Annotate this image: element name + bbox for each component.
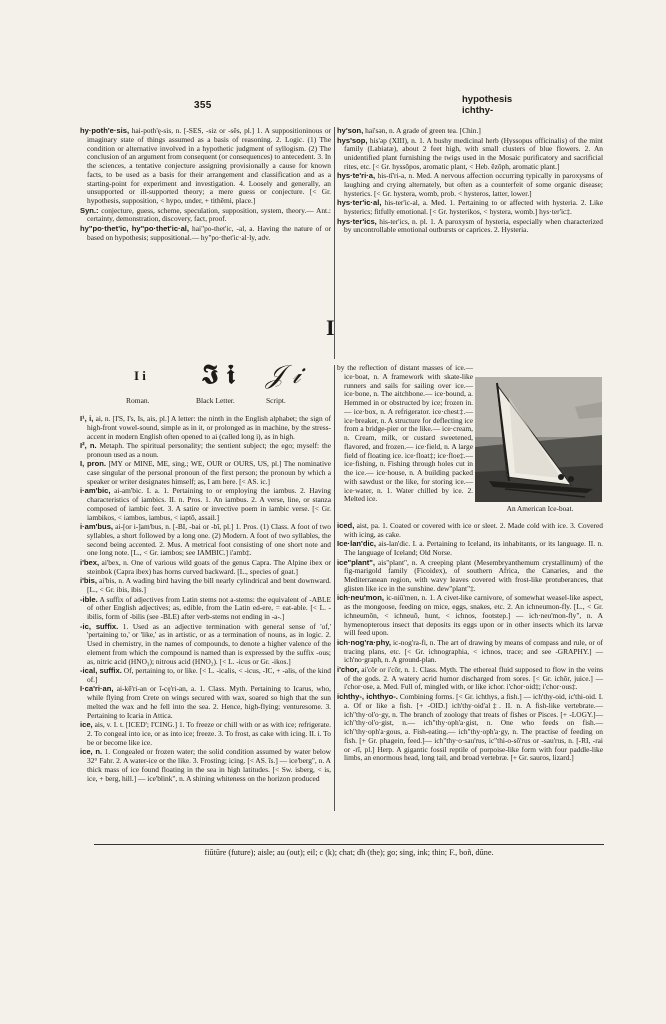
- pronunciation-key-footer: [94, 844, 604, 857]
- dictionary-entry: [337, 639, 603, 665]
- entry-definition: ai-[or i-]am'bus, n. [-BI, -bai or -bī, pl.] 1. Pros. (1) Class. A foot of two syllables, a short followed by a long one. (2) Modern. A foot of two syllables, the second being accented. 2. Mus. A metrical foot consisting of one short note and one long note. [L., < Gr. iambos; see IAMBIC.] i'amb‡.: [87, 522, 331, 558]
- entry-definition: hai"po-thet'ic, -al, a. Having the nature of or based on hypothesis; suppositional.— hy"po·thet'ic·al·ly, adv.: [87, 223, 331, 242]
- dictionary-entry: [337, 218, 603, 236]
- entry-definition: 1. Congealed or frozen water; the solid condition assumed by water below 32° Fahr. 2. A water-ice or the like. 3. Frosting; icing. [< AS. īs.] — ice'berg", n. A thick mass of ice found floating in the sea in high latitudes. [< Sw. isberg, < is, ice, + berg, hill.] — ice'blink", n. A shining whiteness on the horizon produced: [87, 747, 331, 783]
- entry-definition: ais-lan'dic. I. a. Pertaining to Iceland, its inhabitants, or its language. II. n. The language of Iceland; Old Norse.: [344, 539, 603, 558]
- entry-headword: hys·ter'ic·al,: [337, 198, 382, 208]
- entry-definition: [MY or MINE, ME, sing.; WE, OUR or OURS, US, pl.] The nominative case singular of the personal pronoun of the first person; the pronoun by which a speaker or writer designates himself; as, I am here. [< AS. ic.]: [87, 459, 332, 486]
- entry-headword: ice"plant",: [337, 557, 376, 567]
- entry-definition: his-tī'ri-a, n. Med. A nervous affection occurring typically in paroxysms of laughing and crying alternately, but often as a counterfeit of some organic disease; hysterics. [< Gr. hystera, womb, prob. < hysteros, latter, lower.]: [344, 171, 603, 198]
- guide-word-last: ichthy-: [462, 105, 494, 116]
- entry-headword: -ical, suffix.: [80, 666, 122, 676]
- entry-definition: ai'bis, n. A wading bird having the bill nearly cylindrical and bent downward. [L., < Gr. ibis, ibis.]: [87, 576, 331, 595]
- entry-definition: 1. Used as an adjective termination with general sense of 'of,' 'pertaining to,' or 'like,' as in artistic, or as a termination of nouns, as in logic. 2. Used in chemistry, in the names of compounds, to denote a higher valence of the element from which the compound is named than is expressed by the suffix -ous; as, nitric acid (HNO₃); nitrous acid (HNO₂). [< L. -icus or Gr. -ikos.]: [87, 621, 331, 666]
- dictionary-entry: [80, 721, 331, 747]
- roman-letter-form: I i: [134, 368, 146, 383]
- dictionary-entry: [337, 666, 603, 692]
- blackletter-form: 𝕴 𝖎: [202, 360, 235, 390]
- dictionary-entry: [337, 540, 603, 558]
- entry-headword: I¹, i,: [80, 414, 94, 423]
- entry-definition: his-ter'ic-al, a. Med. 1. Pertaining to or affected with hysteria. 2. Like hysterics; fitfully emotional. [< Gr. hysterikos, < hystera, womb.] hys·ter'ic‡.: [344, 198, 603, 217]
- entry-headword: hys'sop,: [337, 135, 368, 145]
- entry-definition: Of, pertaining to, or like. [< L. -icalis, < -icus, -IC, + -alis, of the kind of.]: [87, 666, 331, 684]
- entry-headword: I·ca'ri·an,: [80, 684, 114, 694]
- entry-headword: I², n.: [80, 441, 97, 451]
- section-letter: I: [326, 315, 335, 340]
- entry-headword: -ic, suffix.: [80, 621, 119, 631]
- dictionary-entry: [337, 364, 473, 504]
- dictionary-entry: [337, 137, 603, 172]
- guide-word-first: hypothesis: [462, 94, 513, 105]
- entry-headword: hys·te'ri·a,: [337, 171, 376, 181]
- entry-headword: ich·nog'ra·phy,: [337, 637, 391, 647]
- entry-definition: ic-niū'men, n. 1. A civet-like carnivore, of somewhat weasel-like aspect, as the mongoose, feeding on mice, eggs, snakes, etc. 2. An ichneumon-fly. [L., < Gr. ichneumōn, < ichneuō, hunt, < ichnos, footstep.] — ich·neu'mon-fly", n. A hymenopterous insect that deposits its eggs upon or in other insects which its larvæ will feed upon.: [344, 593, 603, 638]
- entry-definition: his'ǝp (XIII), n. 1. A bushy medicinal herb (Hyssopus officinalis) of the mint family (Labiatæ), about 2 feet high, with small clusters of blue flowers. 2. An unidentified plant furnishing the twigs used in the Mosaic purificatory and sacrificial rites, etc. [< Gr. hyssōpos, aromatic plant, < Heb. ēzōph, aromatic plant.]: [344, 135, 603, 171]
- entry-definition: by the reflection of distant masses of ice.— ice·boat, n. A framework with skate-like runners and sails for sailing over ice.— ice·bone, n. The aitchbone.— ice·bound, a. Hemmed in or obstructed by ice; frozen in.— ice·box, n. A refrigerator. ice·chest‡.— ice·breaker, n. A structure for deflecting ice from a bridge-pier or the like.— ice·cream, n. Cream, milk, or custard sweetened, flavored, and frozen.— ice·field, n. A large field of floating ice. ice·float‡; ice·floe‡.— ice·fishing, n. Fishing through holes cut in the ice.— ice·house, n. A building packed with sawdust or the like, for storing ice.— ice·water, n. 1. Water chilled by ice. 2. Melted ice.: [337, 363, 473, 504]
- dictionary-entry: [80, 667, 331, 685]
- bottom-right-column: [337, 522, 603, 822]
- entry-definition: A suffix of adjectives from Latin stems not a-stems: the equivalent of -ABLE of other English adjectives; as, edible, from the Latin ed-ere, = eat-able. [< L. -ibilis, form of -bilis (see -BLE) after verb-stems not ending in -a-.]: [87, 594, 331, 622]
- entry-headword: hy"po·thet'ic, hy"po·thet'ic·al,: [80, 223, 190, 233]
- entry-headword: i'chor,: [337, 664, 360, 674]
- bottom-left-column: [80, 415, 331, 815]
- iceboat-illustration-icon: [475, 377, 602, 502]
- entry-definition: Metaph. The spiritual personality; the sentient subject; the ego; myself: the pronoun used as a noun.: [87, 441, 331, 459]
- dictionary-entry: [337, 199, 603, 217]
- dictionary-entry: [80, 748, 331, 783]
- entry-definition: ai-am'bic. I. a. 1. Pertaining to or employing the iambus. 2. Having characteristics of iambics. II. n. Pros. 1. An iambus. 2. A verse, line, or stanza composed of iambic feet. 3. A satire or invective poem in iambic verse. [< Gr. iambikos, < iambos, iambus, < iaptō, assail.]: [87, 486, 331, 522]
- top-left-column: [80, 127, 331, 367]
- dictionary-entry: [80, 623, 331, 667]
- dictionary-entry: [80, 225, 331, 243]
- dictionary-entry: [80, 207, 331, 225]
- entry-headword: Syn.:: [80, 205, 99, 215]
- entry-definition: conjecture, guess, scheme, speculation, supposition, system, theory.— Ant.: certainty, demonstration, discovery, fact, proof.: [87, 205, 331, 224]
- entry-headword: iced,: [337, 521, 355, 530]
- entry-definition: his-ter'ics, n. pl. 1. A paroxysm of hysteria, especially when characterized by uncontrollable emotional outbursts or caprices. 2. Hysteria.: [344, 216, 603, 235]
- pronunciation-key: fiūtūre (future); aisle; au (out); eil; c (k); chat; dh (the); go; sing, ink; thin; F., boñ, dūne.: [204, 848, 494, 857]
- entry-definition: hai'sǝn, n. A grade of green tea. [Chin.]: [365, 126, 481, 135]
- entry-definition: ai-kē'ri-an or ī-cę'ri-an, a. 1. Class. Myth. Pertaining to Icarus, who, while flying from Crete on wings secured with wax, soared so high that the sun melted the wax and he fell into the sea. 2. Hence, high-flying; venturesome. 3. Pertaining to Icaria in Attica.: [87, 684, 331, 720]
- entry-headword: i·am'bus,: [80, 522, 114, 532]
- entry-definition: ai'bex, n. One of various wild goats of the genus Capra. The Alpine ibex or steinbok (Capra ibex) has horns curved backward. [L., species of goat.]: [87, 557, 331, 576]
- entry-definition: ais"plant", n. A creeping plant (Mesembryanthemum crystallinum) of the fig-marigold family (Ficoidex), of southern Africa, the Canaries, and the Mediterranean region, with wavy leaves covered with frost-like protuberances, that glisten like ice in the sunshine. dew"plant"‡.: [344, 557, 603, 593]
- entry-definition: ais, v. I. t. [ICED'; I'CING.] 1. To freeze or chill with or as with ice; refrigerate. 2. To congeal into ice, or as into ice; freeze. 3. To frost, as cake with icing. II. i. To be or become like ice.: [87, 720, 331, 747]
- entry-headword: hy'son,: [337, 126, 364, 135]
- dictionary-entry: [80, 577, 331, 595]
- entry-headword: hy·poth'e·sis,: [80, 126, 130, 135]
- bottom-right-column-top: [337, 364, 473, 514]
- dictionary-entry: [337, 693, 603, 763]
- figure-caption: An American Ice-boat.: [506, 504, 574, 513]
- entry-headword: ice,: [80, 720, 93, 730]
- dictionary-entry: [80, 415, 331, 441]
- dictionary-entry: [337, 559, 603, 594]
- dictionary-entry: [337, 522, 603, 540]
- entry-headword: ice, n.: [80, 747, 103, 757]
- dictionary-entry: [80, 127, 331, 206]
- entry-headword: hys·ter'ics,: [337, 216, 377, 226]
- entry-definition: ic-nog'ra-fi, n. The art of drawing by means of compass and rule, or of tracing plans, etc. [< Gr. ichnographia, < ichnos, trace; and see -GRAPHY.] — ich'no·graph, n. A ground-plan.: [344, 637, 603, 665]
- entry-definition: ai, n. [I'S, I's, Is, ais, pl.] A letter: the ninth in the English alphabet; the sign of high-front vowel-sound, simple as in it, or prolonged as in machine, by the stress-accent in modern English often opened to ai (called long i), as in high.: [87, 414, 331, 441]
- entry-definition: ai'cōr or i'cōr, n. 1. Class. Myth. The ethereal fluid supposed to flow in the veins of the gods. 2. A watery acrid humor discharged from sores. [< Gr. ichōr, juice.] — i'chor·ose, a. Med. Full of, mingled with, or like ichor. i'chor·oid‡; i'chor·ous‡.: [344, 664, 603, 692]
- guide-words: [462, 94, 552, 116]
- entry-definition: hai-poth'ę-sis, n. [-SES, -siz or -sēs, pl.] 1. A suppositioninous or imaginary state of things assumed as a basis of reasoning. 2. Logic. (1) The condition or alternative involved in a hypothetic judgment of syllogism. (2) The conclusion of an argument from consequent (or consequences) to antecedent. 3. In the sciences, a tentative conjecture assigning provisionally a cause for known facts, to be used as a basis for their arrangement and classification and as a starting-point for experiment and investigation. 4. Loosely and generally, an unsupported or ill-supported theory; a mere guess or conjecture. [< Gr. hypothesis, supposition, < hypo, under, + tithēmi, place.]: [87, 126, 331, 205]
- entry-headword: ichthy-, ichthyo-.: [337, 692, 398, 702]
- dictionary-entry: [337, 127, 603, 136]
- dictionary-entry: [80, 559, 331, 577]
- column-divider: [334, 365, 335, 811]
- script-letter-form: 𝒥 𝒾: [266, 360, 301, 390]
- dictionary-entry: [80, 487, 331, 522]
- dictionary-entry: [80, 596, 331, 622]
- entry-headword: I, pron.: [80, 459, 106, 469]
- dictionary-entry: [80, 442, 331, 460]
- blackletter-caption: Black Letter.: [196, 396, 235, 405]
- dictionary-entry: [337, 172, 603, 198]
- letter-forms: [108, 360, 322, 416]
- dictionary-entry: [80, 685, 331, 720]
- entry-headword: Ice·lan'dic,: [337, 539, 376, 549]
- roman-caption: Roman.: [126, 396, 150, 405]
- entry-headword: i·am'bic,: [80, 486, 111, 496]
- dictionary-entry: [80, 523, 331, 558]
- dictionary-entry: [80, 460, 331, 486]
- top-right-column: [337, 127, 603, 367]
- script-caption: Script.: [266, 396, 286, 405]
- entry-definition: aist, pa. 1. Coated or covered with ice or sleet. 2. Made cold with ice. 3. Covered with icing, as cake.: [344, 521, 603, 539]
- entry-headword: -ible.: [80, 594, 98, 604]
- entry-headword: i'bex,: [80, 557, 100, 567]
- entry-definition: Combining forms. [< Gr. ichthys, a fish.] — ich'thy-oid, ic'thi-oid. I. a. Of or like a fish. [+ -OID.] ich'thy·oid'al‡. II. n. A fish-like vertebrate.— ich"thy·ol'o·gy, n. The branch of zoology that treats of fishes or Pisces. [+ -LOGY.]— ich"thy·ol'o·gist, n.— ich"thy·oph'a·gist, n. One who feeds on fish.— ich"thy·oph'a·gous, a. Fish-eating.— ich"thy·oph'a·gy, n. The practise of feeding on fish. [+ Gr. phagein, feed.]— ich"thy·o·sau'rus, ic"thi-o-sō'rus or -sau'rus, n. [-RI, -rai or -rī, pl.] Herp. A gigantic fossil reptile of porpoise-like form with four paddle-like limbs, an enormous head, long tail, and broad vertebræ. [+ Gr. sauros, lizard.]: [344, 692, 604, 763]
- page-number: 355: [194, 100, 212, 111]
- entry-headword: ich·neu'mon,: [337, 593, 384, 603]
- entry-headword: i'bis,: [80, 576, 97, 586]
- dictionary-entry: [337, 594, 603, 638]
